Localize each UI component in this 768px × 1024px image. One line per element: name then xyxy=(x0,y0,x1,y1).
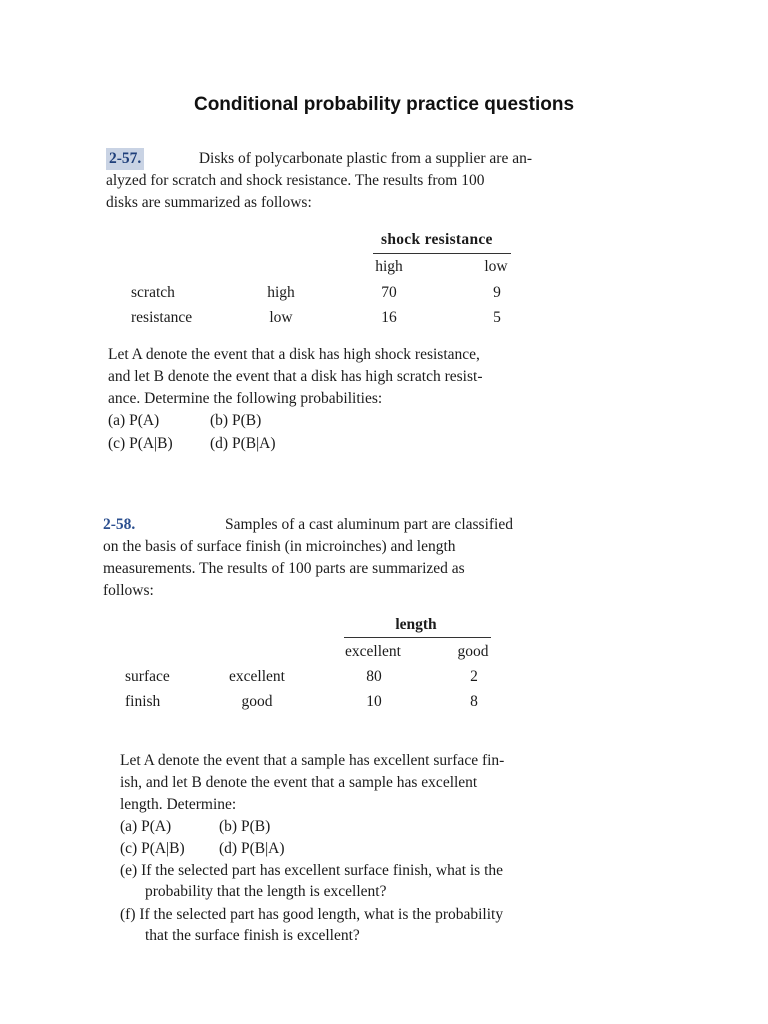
column-header-high: high xyxy=(375,258,403,275)
problem-2-57-description xyxy=(108,344,538,410)
cell-good-good: 8 xyxy=(470,693,478,710)
option-e-line-1: (e) If the selected part has excellent surface finish, what is the xyxy=(120,862,504,879)
desc-line-1: Let A denote the event that a sample has excellent surface fin- xyxy=(120,752,505,769)
desc-line-3: ance. Determine the following probabilities: xyxy=(108,390,383,407)
option-d: (d) P(B|A) xyxy=(219,840,285,857)
cell-good-exc: 10 xyxy=(366,693,382,710)
cell-exc-good: 2 xyxy=(470,668,478,685)
intro-line-3: measurements. The results of 100 parts are summarized as xyxy=(103,560,465,577)
option-f-line-2: that the surface finish is excellent? xyxy=(145,927,360,944)
cell-high-high: 70 xyxy=(381,284,397,301)
option-e-line-2: probability that the length is excellent? xyxy=(145,883,387,900)
intro-line-2: alyzed for scratch and shock resistance. The results from 100 xyxy=(106,172,485,189)
cell-high-low: 9 xyxy=(493,284,501,301)
row-group-label-2: resistance xyxy=(131,309,193,326)
row-group-label-1: scratch xyxy=(131,284,175,301)
problem-2-58-intro xyxy=(103,514,513,602)
option-c: (c) P(A|B) xyxy=(120,840,185,857)
cell-exc-exc: 80 xyxy=(366,668,382,685)
option-a: (a) P(A) xyxy=(120,818,172,835)
intro-line-3: disks are summarized as follows: xyxy=(106,194,312,211)
page-title: Conditional probability practice questions xyxy=(193,94,575,115)
row-label-excellent: excellent xyxy=(229,668,285,685)
option-b: (b) P(B) xyxy=(210,412,262,429)
problem-number: 2-57. xyxy=(106,148,144,170)
row-label-good: good xyxy=(241,693,273,710)
desc-line-1: Let A denote the event that a disk has high shock resistance, xyxy=(108,346,480,363)
desc-line-3: length. Determine: xyxy=(120,796,237,813)
intro-line-1: Disks of polycarbonate plastic from a supplier are an- xyxy=(198,150,532,167)
intro-line-2: on the basis of surface finish (in microinches) and length xyxy=(103,538,456,555)
intro-line-1: Samples of a cast aluminum part are classified xyxy=(225,516,513,533)
desc-line-2: and let B denote the event that a disk has high scratch resist- xyxy=(108,368,483,385)
option-f-line-1: (f) If the selected part has good length, what is the probability xyxy=(120,906,504,923)
row-label-low: low xyxy=(269,309,293,326)
row-group-label-2: finish xyxy=(125,693,161,710)
column-header-low: low xyxy=(484,258,508,275)
desc-line-2: ish, and let B denote the event that a sample has excellent xyxy=(120,774,478,791)
option-a: (a) P(A) xyxy=(108,412,160,429)
problem-2-58-description xyxy=(120,750,550,816)
column-group-rule xyxy=(344,637,491,638)
column-group-rule xyxy=(373,253,511,254)
option-d: (d) P(B|A) xyxy=(210,435,276,452)
option-b: (b) P(B) xyxy=(219,818,271,835)
problem-2-57-intro xyxy=(106,148,532,214)
cell-low-low: 5 xyxy=(493,309,501,326)
row-group-label-1: surface xyxy=(125,668,170,685)
cell-low-high: 16 xyxy=(381,309,397,326)
row-label-high: high xyxy=(267,284,295,301)
column-header-good: good xyxy=(457,643,489,660)
column-group-header: shock resistance xyxy=(381,231,493,248)
column-group-header: length xyxy=(395,616,437,633)
intro-line-4: follows: xyxy=(103,582,154,599)
option-c: (c) P(A|B) xyxy=(108,435,173,452)
column-header-excellent: excellent xyxy=(345,643,401,660)
problem-number: 2-58. xyxy=(103,516,136,533)
